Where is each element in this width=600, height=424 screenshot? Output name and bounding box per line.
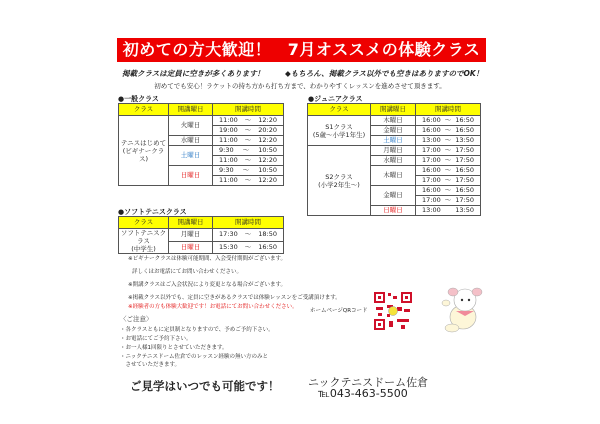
note: ※経験者の方も体験大歓迎です！お電話にてお問い合わせください。 — [128, 304, 298, 310]
day-cell: 金曜日 — [371, 186, 416, 206]
class-target: (中学生) — [131, 245, 156, 253]
time-cell — [416, 166, 481, 176]
time-separator: ～ — [244, 116, 252, 124]
day-cell: 日曜日 — [169, 241, 213, 254]
start-time: 16:00 — [422, 126, 441, 134]
intro-text: 初めてでも安心！ラケットの持ち方から打ち方まで、わかりやすくレッスンを進めさせて頂きます。 — [154, 82, 446, 90]
end-time: 16:50 — [455, 116, 474, 124]
end-time: 16:50 — [258, 242, 277, 251]
caution-item: ・ニックテニスドーム佐倉でのレッスン経験の無い方のみと — [120, 354, 269, 360]
time-cell — [213, 166, 284, 176]
table-row — [119, 116, 284, 126]
general-class-table — [118, 103, 284, 186]
class-name: S1クラス — [325, 122, 353, 131]
time-cell — [416, 196, 481, 206]
class-name: S2クラス — [325, 172, 353, 181]
note: 詳しくはお電話にてお問い合わせください。 — [132, 269, 243, 275]
start-time: 11:00 — [219, 116, 238, 124]
header-day: 開講曜日 — [371, 104, 416, 116]
day-cell: 土曜日 — [169, 146, 213, 166]
phone-number[interactable]: ℡043-463-5500 — [318, 387, 408, 400]
time-cell — [416, 116, 481, 126]
end-time: 20:20 — [258, 126, 277, 134]
header-class: クラス — [119, 104, 169, 116]
mascot-illustration — [438, 283, 488, 335]
start-time: 16:00 — [422, 116, 441, 124]
end-time: 10:50 — [258, 146, 277, 154]
end-time: 12:20 — [258, 156, 277, 164]
end-time: 13:50 — [455, 136, 474, 144]
junior-class-table — [307, 103, 481, 216]
caution-item: ・お一人様1回限りとさせていただきます。 — [120, 345, 228, 351]
class-name-cell — [308, 146, 371, 216]
time-cell — [416, 146, 481, 156]
header-class: クラス — [119, 217, 169, 229]
time-separator: ～ — [444, 166, 452, 174]
start-time: 19:00 — [219, 126, 238, 134]
time-cell — [213, 176, 284, 186]
time-separator: ～ — [244, 126, 252, 134]
time-separator: ～ — [244, 242, 252, 251]
end-time: 17:50 — [455, 146, 474, 154]
time-cell — [213, 146, 284, 156]
note: ※掲載クラス以外でも、定員に空きがあるクラスでは体験レッスンをご受講頂けます。 — [128, 295, 341, 301]
time-separator: ～ — [444, 156, 452, 164]
note: ※ビギナークラスは体験可能期間、入会受付期間がございます。 — [128, 256, 287, 262]
time-separator: ～ — [244, 176, 252, 184]
day-cell: 木曜日 — [371, 116, 416, 126]
time-cell — [416, 186, 481, 196]
general-title: ●一般クラス — [118, 95, 159, 103]
table-header-row — [119, 104, 284, 116]
header-day: 開講曜日 — [169, 217, 213, 229]
start-time: 16:00 — [422, 166, 441, 174]
time-cell — [416, 206, 481, 216]
start-time: 13:00 — [422, 206, 441, 214]
start-time: 17:30 — [219, 230, 238, 239]
page-title: 初めての方大歓迎！ 7月オススメの体験クラス — [117, 38, 486, 62]
subtitle-right: ◆もちろん、掲載クラス以外でも空きはありますのでOK！ — [285, 69, 484, 78]
start-time: 17:00 — [422, 196, 441, 204]
time-cell — [213, 136, 284, 146]
caution-title: 〈ご注意〉 — [120, 315, 153, 323]
time-separator: ～ — [242, 166, 250, 174]
end-time: 12:20 — [258, 136, 277, 144]
header-time: 開講時間 — [213, 104, 284, 116]
end-time: 10:50 — [258, 166, 277, 174]
class-target: (5歳～小学1年生) — [312, 130, 366, 139]
day-cell: 金曜日 — [371, 126, 416, 136]
time-cell — [213, 116, 284, 126]
time-separator: ～ — [444, 136, 452, 144]
time-separator: ～ — [444, 176, 452, 184]
table-row — [308, 146, 481, 156]
time-cell — [416, 126, 481, 136]
caution-item: ・各クラスともに定員制となりますので、予めご予約下さい。 — [120, 327, 274, 333]
end-time: 12:20 — [258, 116, 277, 124]
soft-tennis-table — [118, 216, 284, 254]
time-cell — [213, 126, 284, 136]
end-time: 17:50 — [455, 176, 474, 184]
start-time: 11:00 — [219, 156, 238, 164]
day-cell: 水曜日 — [371, 156, 416, 166]
start-time: 17:00 — [422, 156, 441, 164]
table-row — [119, 229, 284, 242]
table-header-row — [308, 104, 481, 116]
class-name-cell — [119, 116, 169, 186]
day-cell: 火曜日 — [169, 116, 213, 136]
soft-title: ●ソフトテニスクラス — [118, 208, 187, 216]
start-time: 11:00 — [219, 136, 238, 144]
class-name-cell — [119, 229, 169, 254]
start-time: 9:30 — [219, 146, 234, 154]
start-time: 16:00 — [422, 186, 441, 194]
visit-message: ご見学はいつでも可能です！ — [130, 379, 280, 393]
day-cell: 日曜日 — [169, 166, 213, 186]
start-time: 17:00 — [422, 146, 441, 154]
time-separator: ～ — [444, 146, 452, 154]
class-target: (小学2年生～) — [318, 180, 360, 189]
time-separator: ～ — [244, 136, 252, 144]
header-class: クラス — [308, 104, 371, 116]
time-cell — [416, 176, 481, 186]
day-cell: 木曜日 — [371, 166, 416, 186]
end-time: 16:50 — [455, 126, 474, 134]
time-separator: ～ — [244, 230, 252, 239]
time-separator: ～ — [444, 116, 452, 124]
note: ※開講クラスはご入会状況により変更となる場合がございます。 — [128, 282, 287, 288]
time-cell — [416, 136, 481, 146]
end-time: 16:50 — [455, 166, 474, 174]
header-day: 開講曜日 — [169, 104, 213, 116]
qr-code-icon[interactable] — [373, 291, 413, 331]
day-cell: 水曜日 — [169, 136, 213, 146]
day-cell: 月曜日 — [169, 229, 213, 242]
time-cell — [213, 156, 284, 166]
end-time: 17:50 — [455, 196, 474, 204]
class-name: テニスはじめて — [120, 138, 167, 147]
start-time: 17:00 — [422, 176, 441, 184]
caution-item: させていただきます。 — [120, 362, 181, 368]
time-cell — [213, 229, 284, 242]
end-time: 12:20 — [258, 176, 277, 184]
class-target: (ビギナークラス) — [122, 146, 165, 163]
qr-label: ホームページQRコード — [310, 308, 368, 314]
start-time: 13:00 — [422, 136, 441, 144]
time-separator: ～ — [444, 196, 452, 204]
class-name-cell — [308, 116, 371, 146]
company-name: ニックテニスドーム佐倉 — [308, 376, 429, 389]
end-time: 16:50 — [455, 186, 474, 194]
class-name: ソフトテニスクラス — [120, 229, 167, 245]
header-time: 開講時間 — [213, 217, 284, 229]
junior-title: ●ジュニアクラス — [308, 95, 363, 103]
table-row — [308, 116, 481, 126]
time-separator: ～ — [244, 156, 252, 164]
time-separator: ～ — [242, 146, 250, 154]
time-separator: ～ — [444, 126, 452, 134]
start-time: 11:00 — [219, 176, 238, 184]
end-time: 18:50 — [258, 230, 277, 239]
time-cell — [416, 156, 481, 166]
start-time: 15:30 — [219, 242, 238, 251]
day-cell: 日曜日 — [371, 206, 416, 216]
day-cell: 月曜日 — [371, 146, 416, 156]
table-header-row — [119, 217, 284, 229]
time-cell — [213, 241, 284, 254]
header-time: 開講時間 — [416, 104, 481, 116]
end-time: 17:50 — [455, 156, 474, 164]
time-separator: ～ — [444, 186, 452, 194]
start-time: 9:30 — [219, 166, 234, 174]
caution-item: ・お電話にてご予約下さい。 — [120, 336, 192, 342]
day-cell: 土曜日 — [371, 136, 416, 146]
end-time: 13:50 — [455, 206, 474, 214]
subtitle-left: 掲載クラスは定員に空きが多くあります！ — [122, 69, 265, 78]
